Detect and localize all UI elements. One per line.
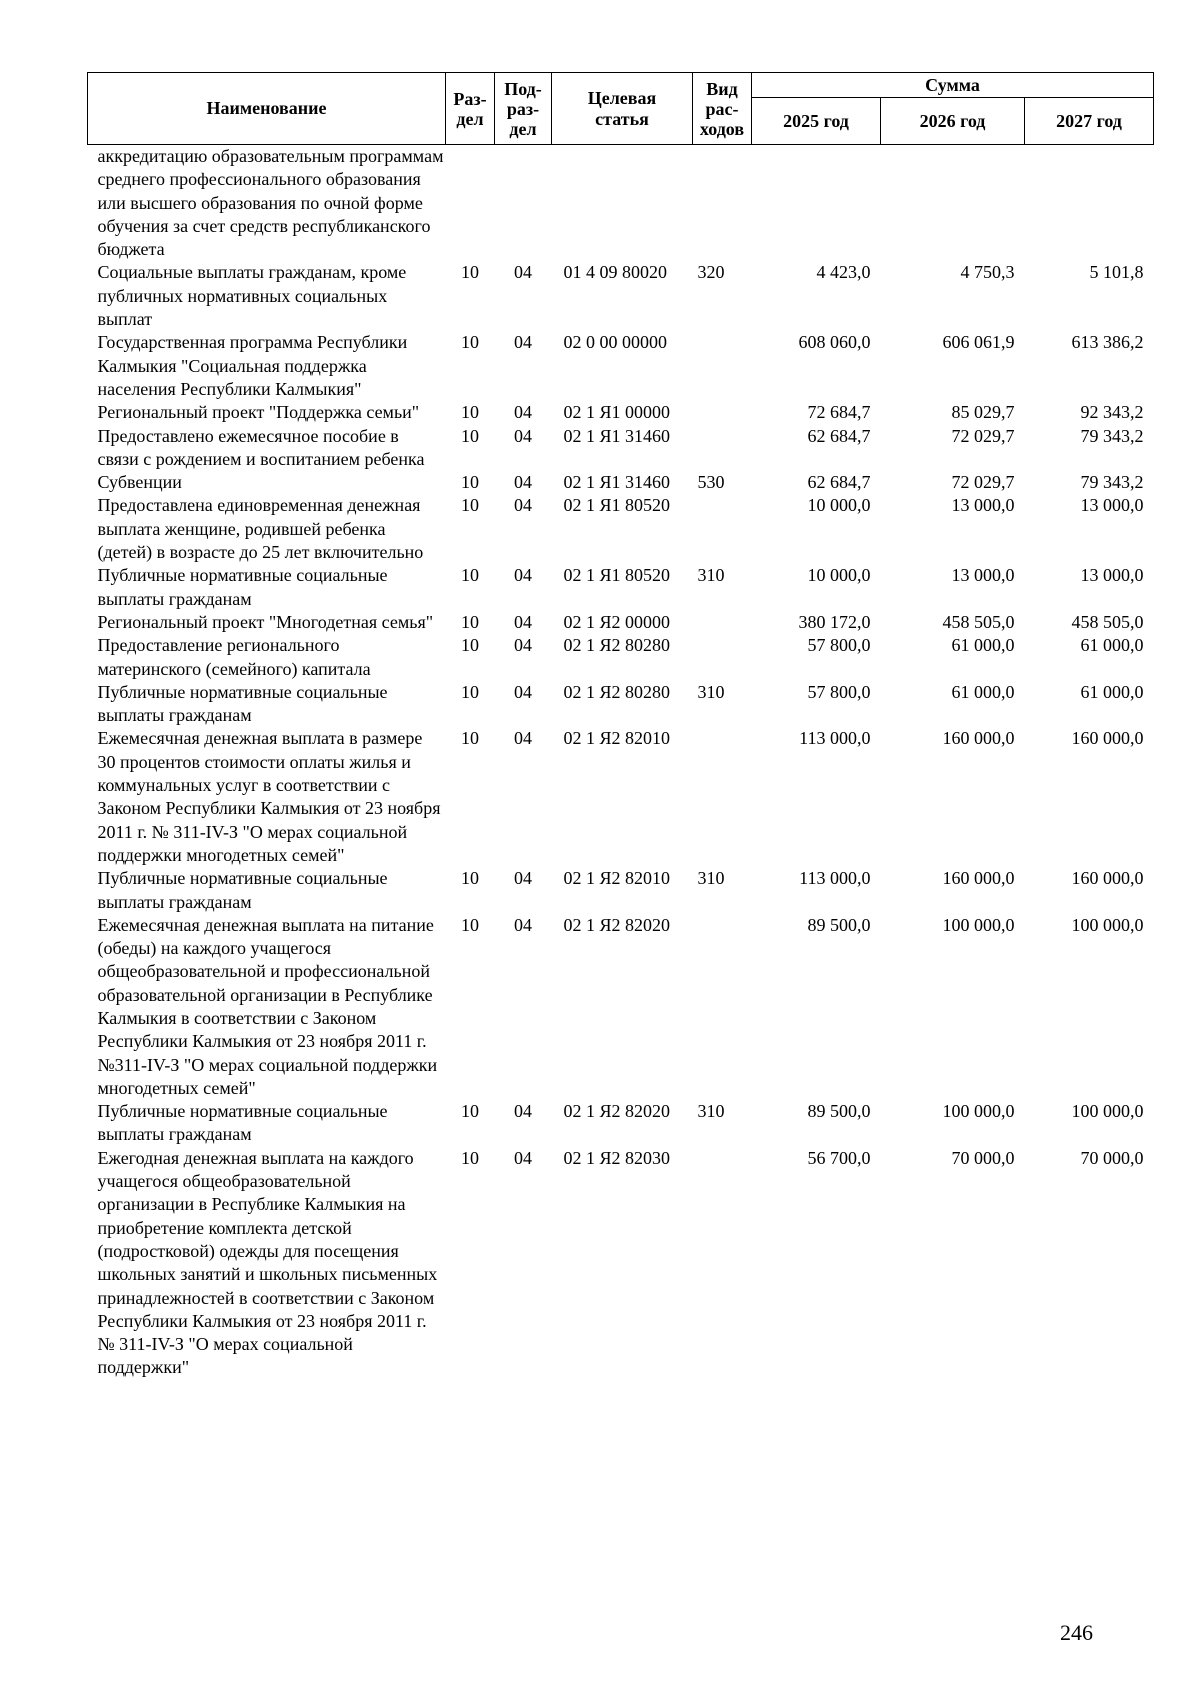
header-podrazdel-text: Под- раз- дел: [504, 78, 542, 139]
row-vid: 310: [697, 681, 725, 702]
row-name: Государственная программа Республики Калмыкия "Социальная поддержка населения Республики Калмыкия": [97, 332, 408, 399]
row-sum-2027: 613 386,2: [1071, 332, 1144, 353]
row-sum-2027: 70 000,0: [1080, 1147, 1144, 1168]
row-sum-2027: 160 000,0: [1071, 728, 1144, 749]
row-podrazdel: 04: [514, 611, 532, 632]
row-sum-2025: 608 060,0: [798, 332, 871, 353]
row-razdel: 10: [461, 262, 479, 283]
row-name: Публичные нормативные социальные выплаты гражданам: [97, 681, 388, 726]
row-vid: [693, 1147, 752, 1380]
row-razdel: 10: [461, 565, 479, 586]
row-name: Ежемесячная денежная выплата на питание (обеды) на каждого учащегося общеобразовательной и профессиональной образовательной организации в Республике Калмыкия в соответствии с Законом Республики Калмыкия от 23 ноября 2011 г. №311-IV-З "О мерах социальной поддержки многодетных семей": [97, 914, 438, 1098]
row-razdel: 10: [461, 868, 479, 889]
table-row: [88, 494, 1154, 564]
header-name: Наименование: [88, 73, 446, 145]
row-sum-2025: 72 684,7: [807, 402, 871, 423]
row-sum-2026: 160 000,0: [942, 728, 1015, 749]
row-name: Предоставлено ежемесячное пособие в связи с рождением и воспитанием ребенка: [97, 425, 425, 469]
row-sum-2027: 458 505,0: [1071, 611, 1144, 632]
header-year-2026: 2026 год: [881, 98, 1025, 145]
row-name: Субвенции: [97, 472, 182, 493]
header-vid-text: Вид рас- ходов: [699, 78, 745, 139]
budget-table: [87, 72, 1154, 1380]
row-target: 02 1 Я1 80520: [563, 495, 671, 516]
row-podrazdel: 04: [514, 1147, 532, 1168]
row-podrazdel: 04: [514, 495, 532, 516]
row-sum-2026: 70 000,0: [951, 1147, 1015, 1168]
row-sum-2026: 606 061,9: [942, 332, 1015, 353]
row-razdel: 10: [461, 914, 479, 935]
row-sum-2025: 113 000,0: [799, 868, 871, 889]
row-sum-2027: 13 000,0: [1080, 565, 1144, 586]
row-podrazdel: 04: [514, 402, 532, 423]
table-row: [88, 564, 1154, 611]
row-sum-2026: 160 000,0: [942, 868, 1015, 889]
row-podrazdel: 04: [514, 681, 532, 702]
page-number: 246: [1060, 1620, 1093, 1645]
header-target-text: Целевая статья: [587, 87, 657, 129]
table-header: [88, 73, 1154, 145]
table-row: [88, 261, 1154, 331]
row-razdel: 10: [461, 402, 479, 423]
header-year-2027: 2027 год: [1025, 98, 1154, 145]
row-vid: [693, 634, 752, 681]
row-target: 02 1 Я2 80280: [563, 635, 671, 656]
row-name: Ежемесячная денежная выплата в размере 30 процентов стоимости оплаты жилья и коммунальных услуг в соответствии с Законом Республики Калмыкия от 23 ноября 2011 г. № 311-IV-З "О мерах социальной поддержки многодетных семей": [97, 728, 441, 865]
row-sum-2026: 4 750,3: [960, 262, 1015, 283]
row-sum-2026: 61 000,0: [951, 635, 1015, 656]
row-sum-2027: 160 000,0: [1071, 868, 1144, 889]
row-name: Публичные нормативные социальные выплаты гражданам: [97, 565, 388, 609]
row-sum-2026: 100 000,0: [942, 914, 1015, 935]
row-name: Региональный проект "Поддержка семьи": [97, 402, 420, 423]
row-sum-2026: [881, 145, 1025, 262]
row-razdel: 10: [461, 635, 479, 656]
row-sum-2025: 380 172,0: [798, 611, 871, 632]
row-vid: [693, 145, 752, 262]
table-row: [88, 1147, 1154, 1380]
row-sum-2027: 79 343,2: [1080, 472, 1144, 493]
row-vid: 530: [697, 472, 725, 493]
row-sum-2026: 61 000,0: [951, 681, 1015, 702]
row-target: 02 1 Я2 82030: [563, 1147, 671, 1168]
row-razdel: 10: [461, 681, 479, 702]
row-podrazdel: 04: [514, 472, 532, 493]
table-row: [88, 914, 1154, 1100]
row-sum-2027: [1025, 145, 1154, 262]
row-razdel: [446, 145, 495, 262]
table-row: [88, 727, 1154, 867]
row-sum-2026: 13 000,0: [951, 565, 1015, 586]
row-name: Публичные нормативные социальные выплаты гражданам: [97, 1101, 388, 1145]
row-target: [552, 145, 693, 262]
row-target: 02 1 Я2 82020: [563, 914, 671, 935]
row-podrazdel: 04: [514, 1101, 532, 1122]
row-vid: 310: [697, 565, 725, 586]
row-razdel: 10: [461, 472, 479, 493]
row-sum-2027: 79 343,2: [1080, 425, 1144, 446]
table-row: [88, 867, 1154, 914]
row-sum-2025: 57 800,0: [807, 681, 871, 702]
row-podrazdel: 04: [514, 332, 532, 353]
row-podrazdel: 04: [514, 565, 532, 586]
row-vid: 310: [697, 868, 725, 889]
row-razdel: 10: [461, 1147, 479, 1168]
row-target: 02 1 Я1 80520: [563, 565, 671, 586]
row-vid: [693, 401, 752, 424]
row-razdel: 10: [461, 1101, 479, 1122]
row-sum-2025: 89 500,0: [807, 1101, 871, 1122]
table-row: [88, 425, 1154, 472]
budget-page: [87, 72, 1153, 1380]
row-sum-2025: 89 500,0: [807, 914, 871, 935]
row-podrazdel: 04: [514, 868, 532, 889]
row-name: аккредитацию образовательным программам среднего профессионального образования или высшего образования по очной форме обучения за счет средств республиканского бюджета: [97, 146, 444, 260]
row-sum-2025: 10 000,0: [807, 495, 871, 516]
row-sum-2025: 4 423,0: [816, 262, 871, 283]
row-name: Региональный проект "Многодетная семья": [97, 611, 434, 632]
header-year-2025: 2025 год: [752, 98, 881, 145]
header-razdel-text: Раз- дел: [453, 88, 487, 129]
row-sum-2027: 100 000,0: [1071, 914, 1144, 935]
row-sum-2025: 113 000,0: [799, 728, 871, 749]
row-name: Социальные выплаты гражданам, кроме публичных нормативных социальных выплат: [97, 262, 407, 330]
header-podrazdel: [495, 73, 552, 145]
row-target: 02 1 Я2 82020: [563, 1101, 671, 1122]
table-body: [88, 145, 1154, 1380]
header-sum: Сумма: [752, 73, 1154, 98]
row-razdel: 10: [461, 611, 479, 632]
row-vid: [693, 494, 752, 564]
row-target: 02 1 Я1 31460: [563, 472, 671, 493]
table-row: [88, 401, 1154, 424]
table-row: [88, 331, 1154, 401]
table-row: [88, 145, 1154, 262]
row-vid: 320: [697, 262, 725, 283]
row-sum-2025: 56 700,0: [807, 1147, 871, 1168]
row-podrazdel: 04: [514, 635, 532, 656]
row-sum-2027: 61 000,0: [1080, 635, 1144, 656]
row-podrazdel: 04: [514, 728, 532, 749]
table-row: [88, 611, 1154, 634]
row-sum-2026: 458 505,0: [942, 611, 1015, 632]
table-row: [88, 681, 1154, 728]
header-vid: [693, 73, 752, 145]
row-target: 02 0 00 00000: [563, 332, 667, 353]
row-target: 02 1 Я1 31460: [563, 425, 671, 446]
row-sum-2026: 85 029,7: [951, 402, 1015, 423]
row-name: Предоставление регионального материнского (семейного) капитала: [97, 635, 371, 679]
row-razdel: 10: [461, 495, 479, 516]
row-sum-2026: 72 029,7: [951, 425, 1015, 446]
row-sum-2025: 10 000,0: [807, 565, 871, 586]
row-sum-2026: 100 000,0: [942, 1101, 1015, 1122]
table-row: [88, 471, 1154, 494]
row-podrazdel: 04: [514, 914, 532, 935]
row-target: 01 4 09 80020: [563, 262, 667, 283]
row-name: Ежегодная денежная выплата на каждого учащегося общеобразовательной организации в Республике Калмыкия на приобретение комплекта детской (подростковой) одежды для посещения школьных занятий и школьных письменных принадлежностей в соответствии с Законом Республики Калмыкия от 23 ноября 2011 г. № 311-IV-З "О мерах социальной поддержки": [97, 1147, 438, 1378]
row-sum-2026: 13 000,0: [951, 495, 1015, 516]
row-target: 02 1 Я2 82010: [563, 728, 671, 749]
row-vid: [693, 425, 752, 472]
row-vid: [693, 331, 752, 401]
table-row: [88, 634, 1154, 681]
row-vid: 310: [697, 1101, 725, 1122]
row-podrazdel: 04: [514, 425, 532, 446]
row-sum-2025: [752, 145, 881, 262]
row-vid: [693, 727, 752, 867]
row-sum-2025: 57 800,0: [807, 635, 871, 656]
row-sum-2027: 92 343,2: [1080, 402, 1144, 423]
row-razdel: 10: [461, 728, 479, 749]
row-sum-2025: 62 684,7: [807, 425, 871, 446]
row-vid: [693, 611, 752, 634]
header-razdel: [446, 73, 495, 145]
row-target: 02 1 Я2 00000: [563, 611, 671, 632]
row-name: Предоставлена единовременная денежная выплата женщине, родившей ребенка (детей) в возрасте до 25 лет включительно: [97, 495, 424, 563]
row-razdel: 10: [461, 425, 479, 446]
row-sum-2027: 61 000,0: [1080, 681, 1144, 702]
row-sum-2027: 13 000,0: [1080, 495, 1144, 516]
row-vid: [693, 914, 752, 1100]
row-target: 02 1 Я2 82010: [563, 868, 671, 889]
row-podrazdel: 04: [514, 262, 532, 283]
table-row: [88, 1100, 1154, 1147]
row-target: 02 1 Я2 80280: [563, 681, 671, 702]
row-sum-2026: 72 029,7: [951, 472, 1015, 493]
row-razdel: 10: [461, 332, 479, 353]
row-name: Публичные нормативные социальные выплаты гражданам: [97, 868, 388, 912]
row-podrazdel: [495, 145, 552, 262]
row-sum-2025: 62 684,7: [807, 472, 871, 493]
header-target: [552, 73, 693, 145]
row-sum-2027: 5 101,8: [1089, 262, 1144, 283]
row-sum-2027: 100 000,0: [1071, 1101, 1144, 1122]
row-target: 02 1 Я1 00000: [563, 402, 671, 423]
